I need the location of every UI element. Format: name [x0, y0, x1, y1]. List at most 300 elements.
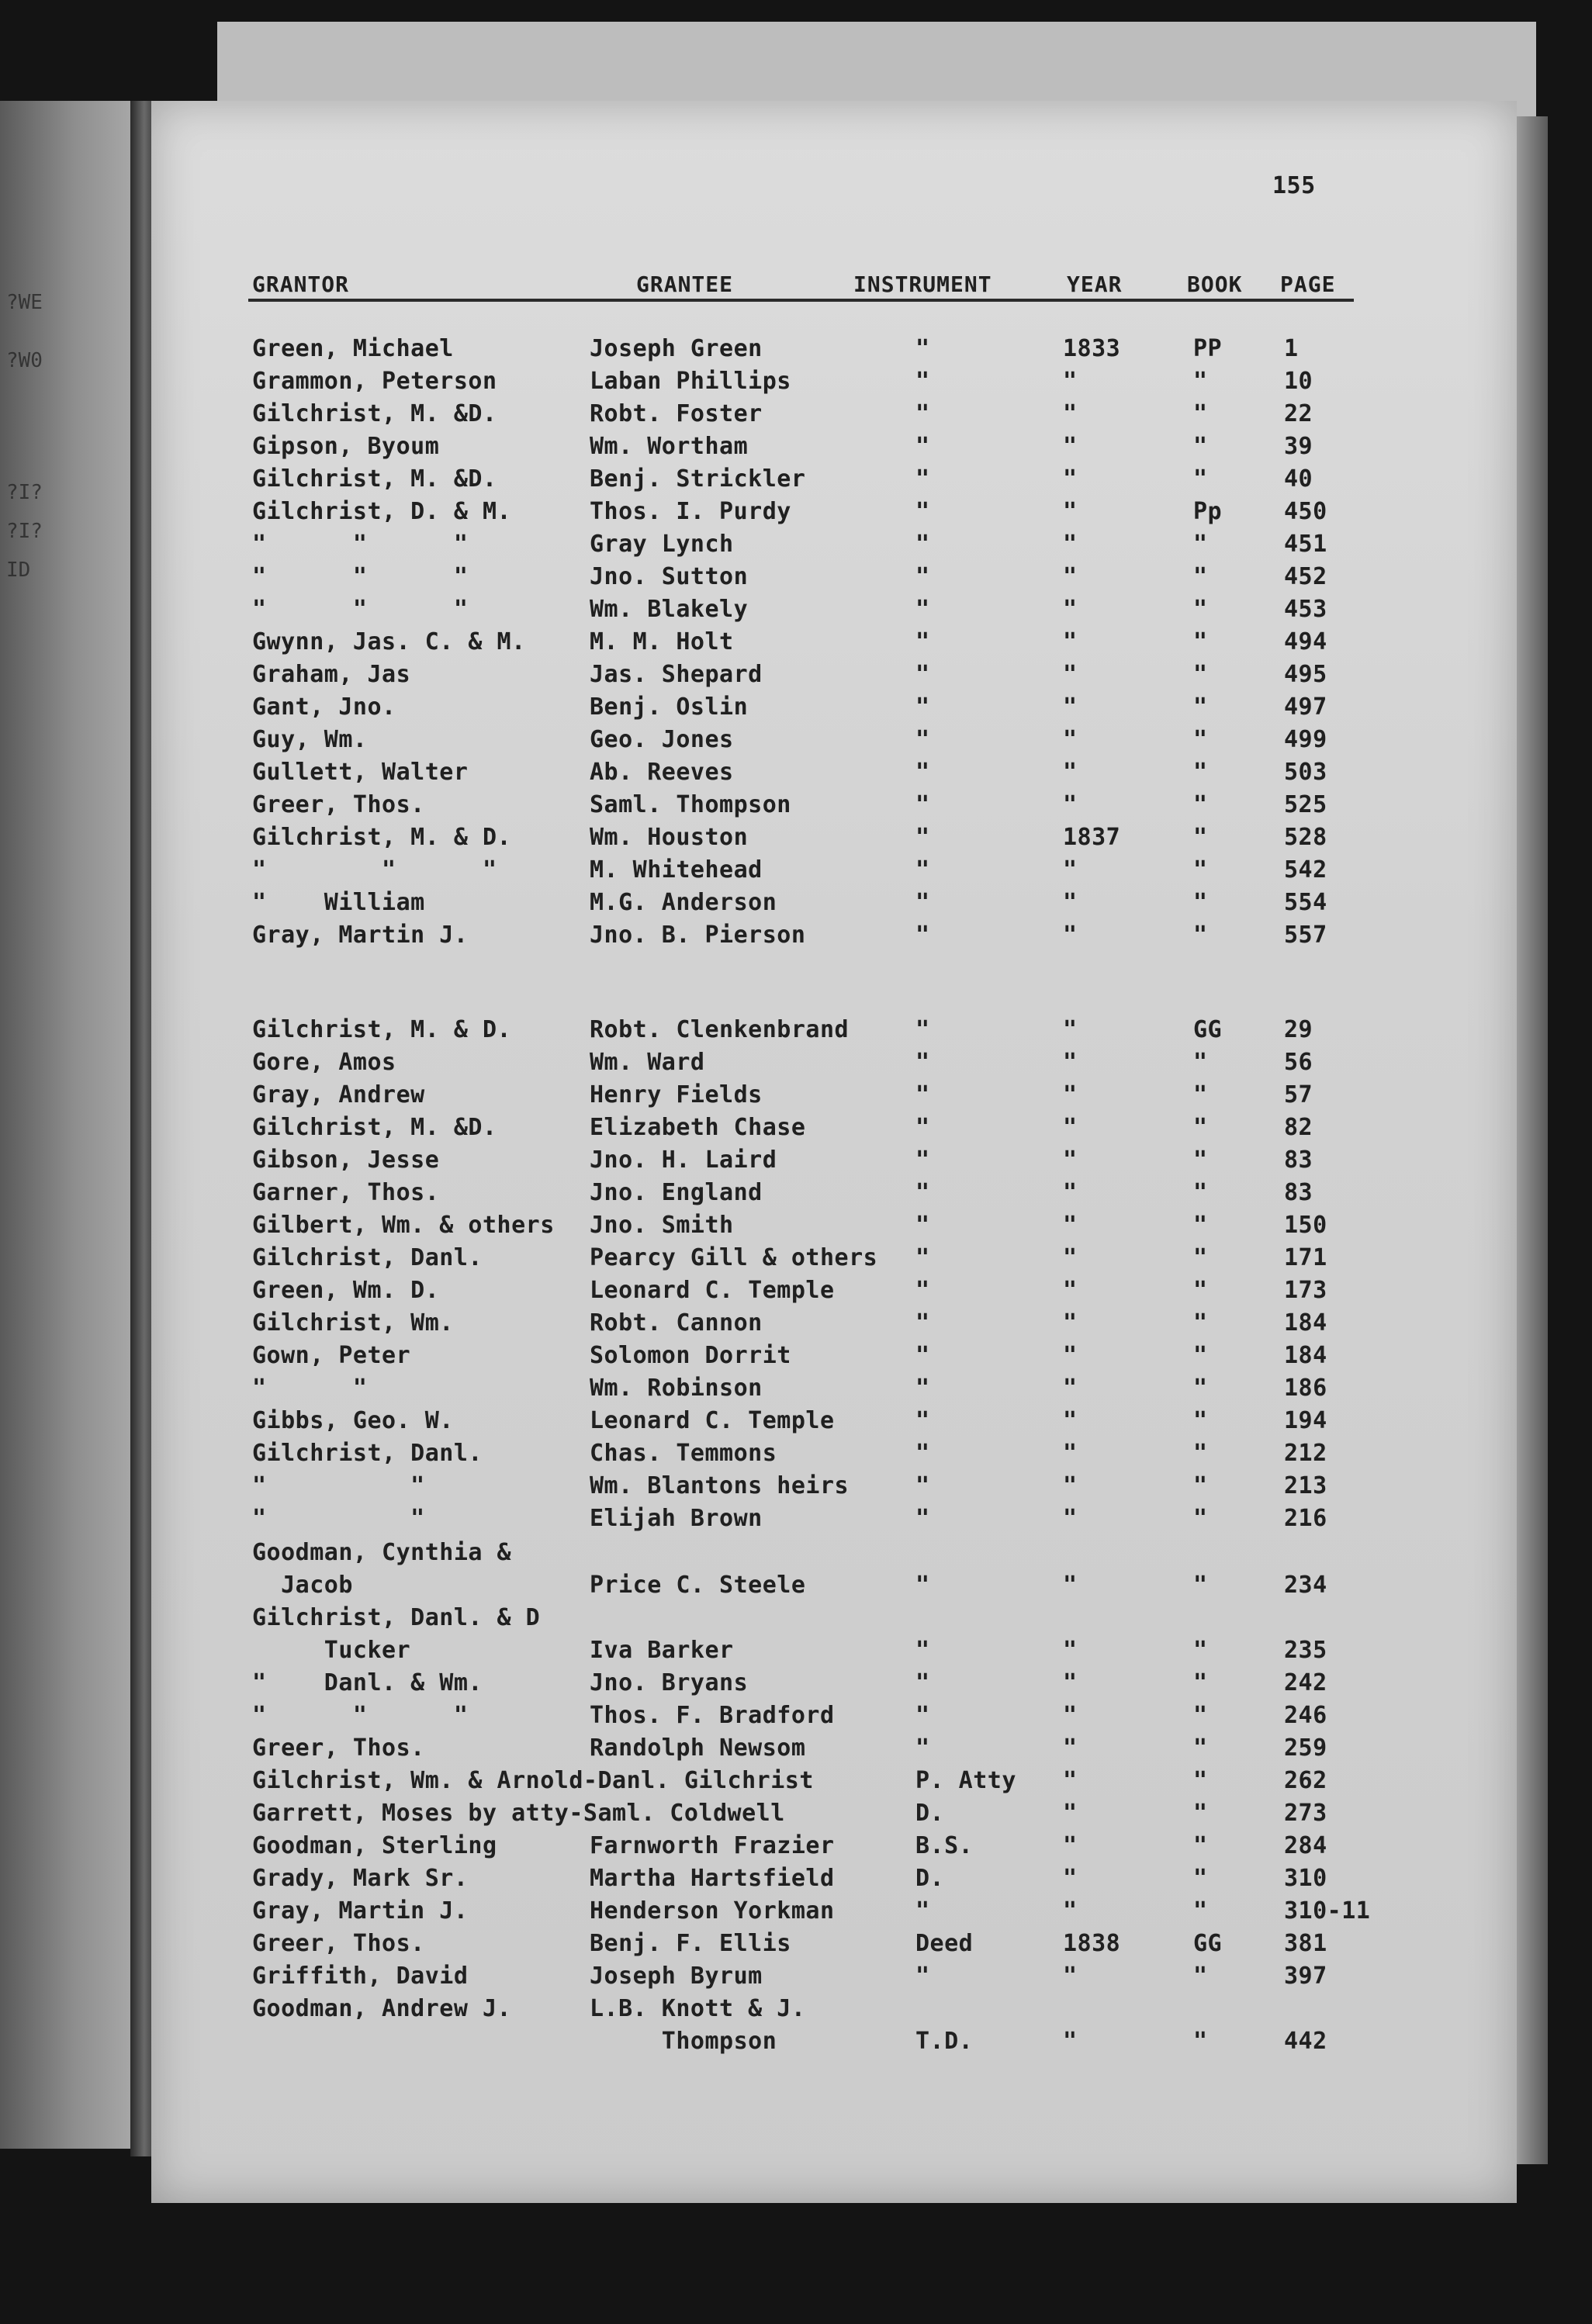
- year-cell: ": [1063, 596, 1078, 623]
- page-cell: 216: [1284, 1505, 1327, 1532]
- grantor-cell: " William: [252, 889, 425, 916]
- page-cell: 557: [1284, 922, 1327, 949]
- book-cell: ": [1193, 1572, 1208, 1599]
- page-cell: 82: [1284, 1114, 1313, 1141]
- grantor-cell: Gray, Martin J.: [252, 1897, 469, 1925]
- grantee-cell: Wm. Robinson: [590, 1375, 763, 1402]
- page-cell: 259: [1284, 1734, 1327, 1762]
- book-cell: ": [1193, 1669, 1208, 1696]
- instrument-cell: ": [915, 1212, 930, 1239]
- page-cell: 212: [1284, 1440, 1327, 1467]
- instrument-cell: P. Atty: [915, 1767, 1016, 1794]
- book-cell: ": [1193, 1800, 1208, 1827]
- page-cell: 246: [1284, 1702, 1327, 1729]
- year-cell: ": [1063, 1342, 1078, 1369]
- grantee-cell: Wm. Blantons heirs: [590, 1472, 850, 1499]
- year-cell: ": [1063, 1407, 1078, 1434]
- grantee-cell: Farnworth Frazier: [590, 1832, 835, 1859]
- instrument-cell: ": [915, 1081, 930, 1108]
- page-cell: 22: [1284, 400, 1313, 427]
- page-cell: 83: [1284, 1179, 1313, 1206]
- year-cell: ": [1063, 433, 1078, 460]
- grantor-cell: Gwynn, Jas. C. & M.: [252, 628, 526, 655]
- instrument-cell: ": [915, 1342, 930, 1369]
- grantor-cell: Gilchrist, M. &D.: [252, 1114, 497, 1141]
- table-row: [0, 563, 1592, 596]
- year-cell: ": [1063, 1212, 1078, 1239]
- instrument-cell: ": [915, 498, 930, 525]
- table-row: [0, 628, 1592, 661]
- book-cell: ": [1193, 1081, 1208, 1108]
- grantee-cell: Thos. F. Bradford: [590, 1702, 835, 1729]
- page-cell: 173: [1284, 1277, 1327, 1304]
- table-row: [0, 824, 1592, 856]
- book-cell: ": [1193, 1146, 1208, 1174]
- table-row: [0, 1146, 1592, 1179]
- table-row: [0, 1669, 1592, 1702]
- year-cell: ": [1063, 1865, 1078, 1892]
- table-row: [0, 465, 1592, 498]
- year-cell: ": [1063, 1832, 1078, 1859]
- grantee-cell: Saml. Thompson: [590, 791, 791, 818]
- book-cell: GG: [1193, 1930, 1223, 1957]
- year-cell: ": [1063, 1637, 1078, 1664]
- instrument-cell: ": [915, 1505, 930, 1532]
- book-cell: ": [1193, 791, 1208, 818]
- page-cell: 186: [1284, 1375, 1327, 1402]
- instrument-cell: ": [915, 433, 930, 460]
- book-cell: ": [1193, 1637, 1208, 1664]
- grantor-cell: Goodman, Andrew J.: [252, 1995, 512, 2022]
- grantor-cell: " " ": [252, 596, 469, 623]
- grantee-cell: Elizabeth Chase: [590, 1114, 806, 1141]
- previous-page-fragment: ID: [6, 559, 31, 582]
- book-cell: ": [1193, 1440, 1208, 1467]
- table-row: [0, 1637, 1592, 1669]
- grantor-cell: Grady, Mark Sr.: [252, 1865, 469, 1892]
- grantor-cell: Griffith, David: [252, 1963, 469, 1990]
- page-cell: 554: [1284, 889, 1327, 916]
- book-cell: ": [1193, 596, 1208, 623]
- page-cell: 497: [1284, 693, 1327, 721]
- grantor-cell: " ": [252, 1472, 425, 1499]
- year-cell: ": [1063, 1277, 1078, 1304]
- table-row: [0, 1407, 1592, 1440]
- previous-page-fragment: ?W0: [6, 349, 43, 372]
- grantor-cell: " " ": [252, 531, 469, 558]
- year-cell: ": [1063, 1897, 1078, 1925]
- page-cell: 542: [1284, 856, 1327, 884]
- grantor-cell: Graham, Jas: [252, 661, 411, 688]
- instrument-cell: ": [915, 1472, 930, 1499]
- table-row: [0, 1244, 1592, 1277]
- table-row: [0, 1963, 1592, 1995]
- instrument-cell: ": [915, 1637, 930, 1664]
- year-cell: ": [1063, 1800, 1078, 1827]
- page-cell: 83: [1284, 1146, 1313, 1174]
- grantor-cell: Green, Wm. D.: [252, 1277, 440, 1304]
- page-cell: 194: [1284, 1407, 1327, 1434]
- grantee-cell: Benj. Oslin: [590, 693, 749, 721]
- book-cell: ": [1193, 1049, 1208, 1076]
- grantee-cell: M.G. Anderson: [590, 889, 777, 916]
- grantee-cell: Wm. Blakely: [590, 596, 749, 623]
- instrument-cell: ": [915, 1440, 930, 1467]
- page-cell: 503: [1284, 759, 1327, 786]
- instrument-cell: ": [915, 1702, 930, 1729]
- year-cell: ": [1063, 889, 1078, 916]
- grantee-cell: Robt. Clenkenbrand: [590, 1016, 850, 1043]
- instrument-cell: ": [915, 1897, 930, 1925]
- table-row: [0, 400, 1592, 433]
- page-cell: 494: [1284, 628, 1327, 655]
- year-cell: ": [1063, 1572, 1078, 1599]
- page-cell: 39: [1284, 433, 1313, 460]
- year-cell: ": [1063, 498, 1078, 525]
- book-cell: ": [1193, 856, 1208, 884]
- page-cell: 234: [1284, 1572, 1327, 1599]
- page-cell: 184: [1284, 1342, 1327, 1369]
- grantor-cell: Gilchrist, Wm.: [252, 1309, 454, 1337]
- instrument-cell: ": [915, 661, 930, 688]
- year-cell: ": [1063, 2028, 1078, 2055]
- grantor-cell: Gilchrist, D. & M.: [252, 498, 512, 525]
- page-cell: 184: [1284, 1309, 1327, 1337]
- table-row: [0, 1930, 1592, 1963]
- book-cell: ": [1193, 531, 1208, 558]
- grantor-cell: " ": [252, 1375, 368, 1402]
- instrument-cell: ": [915, 1734, 930, 1762]
- book-cell: ": [1193, 1212, 1208, 1239]
- year-cell: ": [1063, 1669, 1078, 1696]
- year-cell: ": [1063, 1114, 1078, 1141]
- grantor-cell: Gown, Peter: [252, 1342, 411, 1369]
- year-cell: ": [1063, 726, 1078, 753]
- grantee-cell: Gray Lynch: [590, 531, 734, 558]
- year-cell: ": [1063, 531, 1078, 558]
- grantor-cell: Gilchrist, Wm. & Arnold-Danl. Gilchrist: [252, 1767, 814, 1794]
- grantee-cell: Martha Hartsfield: [590, 1865, 835, 1892]
- instrument-cell: ": [915, 1114, 930, 1141]
- year-cell: ": [1063, 368, 1078, 395]
- instrument-cell: ": [915, 922, 930, 949]
- grantor-cell: Tucker: [252, 1637, 411, 1664]
- grantee-cell: Ab. Reeves: [590, 759, 734, 786]
- grantor-cell: Goodman, Cynthia &: [252, 1539, 512, 1566]
- instrument-cell: ": [915, 1049, 930, 1076]
- page-cell: 56: [1284, 1049, 1313, 1076]
- instrument-cell: Deed: [915, 1930, 974, 1957]
- year-cell: ": [1063, 1375, 1078, 1402]
- book-cell: ": [1193, 563, 1208, 590]
- table-row: [0, 2028, 1592, 2060]
- grantor-cell: Garrett, Moses by atty-Saml. Coldwell: [252, 1800, 785, 1827]
- grantee-cell: Robt. Foster: [590, 400, 763, 427]
- grantee-cell: Price C. Steele: [590, 1572, 806, 1599]
- page-cell: 29: [1284, 1016, 1313, 1043]
- book-cell: PP: [1193, 335, 1223, 362]
- instrument-cell: ": [915, 1375, 930, 1402]
- book-cell: ": [1193, 726, 1208, 753]
- instrument-cell: ": [915, 1244, 930, 1271]
- page-cell: 442: [1284, 2028, 1327, 2055]
- year-cell: ": [1063, 1016, 1078, 1043]
- grantor-cell: Gilchrist, M. &D.: [252, 465, 497, 493]
- instrument-cell: ": [915, 1572, 930, 1599]
- header-grantee: GRANTEE: [636, 271, 734, 297]
- page-cell: 451: [1284, 531, 1327, 558]
- table-row: [0, 1375, 1592, 1407]
- table-row: [0, 1440, 1592, 1472]
- instrument-cell: ": [915, 759, 930, 786]
- grantee-cell: Joseph Green: [590, 335, 763, 362]
- page-cell: 10: [1284, 368, 1313, 395]
- grantor-cell: " " ": [252, 856, 497, 884]
- year-cell: ": [1063, 791, 1078, 818]
- book-cell: ": [1193, 1179, 1208, 1206]
- table-row: [0, 368, 1592, 400]
- table-row: [0, 661, 1592, 693]
- table-row: [0, 1995, 1592, 2028]
- year-cell: ": [1063, 465, 1078, 493]
- book-cell: ": [1193, 693, 1208, 721]
- book-cell: ": [1193, 759, 1208, 786]
- page-cell: 213: [1284, 1472, 1327, 1499]
- book-cell: ": [1193, 922, 1208, 949]
- grantee-cell: Pearcy Gill & others: [590, 1244, 878, 1271]
- grantee-cell: Robt. Cannon: [590, 1309, 763, 1337]
- year-cell: ": [1063, 1767, 1078, 1794]
- header-instrument: INSTRUMENT: [853, 271, 992, 297]
- book-cell: ": [1193, 368, 1208, 395]
- book-cell: ": [1193, 661, 1208, 688]
- instrument-cell: ": [915, 791, 930, 818]
- page-cell: 525: [1284, 791, 1327, 818]
- grantor-cell: Grammon, Peterson: [252, 368, 497, 395]
- year-cell: ": [1063, 922, 1078, 949]
- page-cell: 284: [1284, 1832, 1327, 1859]
- grantor-cell: Gilchrist, Danl. & D: [252, 1604, 541, 1631]
- header-year: YEAR: [1067, 271, 1123, 297]
- grantor-cell: Guy, Wm.: [252, 726, 368, 753]
- instrument-cell: D.: [915, 1800, 945, 1827]
- year-cell: 1833: [1063, 335, 1121, 362]
- instrument-cell: ": [915, 1277, 930, 1304]
- header-rule: [248, 299, 1354, 302]
- grantee-cell: Geo. Jones: [590, 726, 734, 753]
- year-cell: 1838: [1063, 1930, 1121, 1957]
- table-row: [0, 1539, 1592, 1572]
- instrument-cell: B.S.: [915, 1832, 974, 1859]
- table-row: [0, 693, 1592, 726]
- book-cell: ": [1193, 1767, 1208, 1794]
- instrument-cell: ": [915, 1963, 930, 1990]
- instrument-cell: ": [915, 693, 930, 721]
- book-cell: ": [1193, 1963, 1208, 1990]
- year-cell: ": [1063, 1702, 1078, 1729]
- year-cell: ": [1063, 400, 1078, 427]
- year-cell: ": [1063, 1472, 1078, 1499]
- table-row: [0, 1114, 1592, 1146]
- instrument-cell: ": [915, 628, 930, 655]
- instrument-cell: ": [915, 726, 930, 753]
- page-cell: 150: [1284, 1212, 1327, 1239]
- grantor-cell: " " ": [252, 1702, 469, 1729]
- table-row: [0, 1897, 1592, 1930]
- grantee-cell: Thompson: [590, 2028, 777, 2055]
- grantee-cell: Jas. Shepard: [590, 661, 763, 688]
- instrument-cell: T.D.: [915, 2028, 974, 2055]
- grantee-cell: Randolph Newsom: [590, 1734, 806, 1762]
- table-row: [0, 1309, 1592, 1342]
- grantor-cell: Gipson, Byoum: [252, 433, 440, 460]
- grantee-cell: Henderson Yorkman: [590, 1897, 835, 1925]
- instrument-cell: ": [915, 400, 930, 427]
- grantor-cell: Jacob: [252, 1572, 353, 1599]
- column-headers: [0, 271, 1592, 303]
- instrument-cell: ": [915, 1146, 930, 1174]
- previous-page-fragment: ?I?: [6, 520, 43, 543]
- instrument-cell: ": [915, 824, 930, 851]
- table-row: [0, 1342, 1592, 1375]
- year-cell: ": [1063, 563, 1078, 590]
- grantor-cell: Gilchrist, M. & D.: [252, 824, 512, 851]
- table-row: [0, 1505, 1592, 1537]
- year-cell: ": [1063, 1081, 1078, 1108]
- instrument-cell: ": [915, 368, 930, 395]
- table-row: [0, 922, 1592, 954]
- grantor-cell: " Danl. & Wm.: [252, 1669, 483, 1696]
- grantor-cell: " ": [252, 1505, 425, 1532]
- table-row: [0, 1604, 1592, 1637]
- book-cell: ": [1193, 465, 1208, 493]
- table-row: [0, 1277, 1592, 1309]
- instrument-cell: ": [915, 1669, 930, 1696]
- instrument-cell: ": [915, 465, 930, 493]
- grantor-cell: Gilchrist, M. & D.: [252, 1016, 512, 1043]
- book-cell: ": [1193, 433, 1208, 460]
- grantor-cell: Greer, Thos.: [252, 791, 425, 818]
- grantee-cell: Chas. Temmons: [590, 1440, 777, 1467]
- instrument-cell: ": [915, 1016, 930, 1043]
- grantor-cell: Greer, Thos.: [252, 1734, 425, 1762]
- book-cell: ": [1193, 1342, 1208, 1369]
- book-cell: ": [1193, 1114, 1208, 1141]
- grantor-cell: Gilbert, Wm. & others: [252, 1212, 555, 1239]
- book-cell: Pp: [1193, 498, 1223, 525]
- table-row: [0, 335, 1592, 368]
- grantee-cell: Jno. Bryans: [590, 1669, 749, 1696]
- table-row: [0, 596, 1592, 628]
- book-cell: ": [1193, 1505, 1208, 1532]
- grantee-cell: Benj. Strickler: [590, 465, 806, 493]
- book-cell: ": [1193, 628, 1208, 655]
- table-row: [0, 889, 1592, 922]
- year-cell: ": [1063, 1146, 1078, 1174]
- instrument-cell: ": [915, 856, 930, 884]
- page-cell: 499: [1284, 726, 1327, 753]
- grantor-cell: " " ": [252, 563, 469, 590]
- page-cell: 381: [1284, 1930, 1327, 1957]
- instrument-cell: D.: [915, 1865, 945, 1892]
- grantor-cell: Gray, Andrew: [252, 1081, 425, 1108]
- page-cell: 273: [1284, 1800, 1327, 1827]
- year-cell: ": [1063, 1963, 1078, 1990]
- grantee-cell: Jno. England: [590, 1179, 763, 1206]
- grantor-cell: Gilchrist, M. &D.: [252, 400, 497, 427]
- instrument-cell: ": [915, 335, 930, 362]
- table-row: [0, 1800, 1592, 1832]
- instrument-cell: ": [915, 531, 930, 558]
- grantee-cell: L.B. Knott & J.: [590, 1995, 806, 2022]
- table-row: [0, 1212, 1592, 1244]
- book-cell: ": [1193, 2028, 1208, 2055]
- book-cell: ": [1193, 1734, 1208, 1762]
- book-cell: ": [1193, 889, 1208, 916]
- grantee-cell: Elijah Brown: [590, 1505, 763, 1532]
- grantor-cell: Gray, Martin J.: [252, 922, 469, 949]
- page-cell: 450: [1284, 498, 1327, 525]
- table-row: [0, 856, 1592, 889]
- grantee-cell: M. Whitehead: [590, 856, 763, 884]
- grantee-cell: Henry Fields: [590, 1081, 763, 1108]
- table-row: [0, 531, 1592, 563]
- grantee-cell: Jno. Smith: [590, 1212, 734, 1239]
- page-cell: 453: [1284, 596, 1327, 623]
- table-row: [0, 1081, 1592, 1114]
- instrument-cell: ": [915, 1179, 930, 1206]
- table-row: [0, 1049, 1592, 1081]
- grantor-cell: Gilchrist, Danl.: [252, 1440, 483, 1467]
- table-row: [0, 498, 1592, 531]
- year-cell: ": [1063, 759, 1078, 786]
- page-number: 155: [1272, 172, 1316, 199]
- year-cell: ": [1063, 1505, 1078, 1532]
- book-cell: ": [1193, 1897, 1208, 1925]
- grantee-cell: Solomon Dorrit: [590, 1342, 791, 1369]
- header-grantor: GRANTOR: [252, 271, 350, 297]
- page-cell: 310: [1284, 1865, 1327, 1892]
- grantee-cell: Wm. Wortham: [590, 433, 749, 460]
- instrument-cell: ": [915, 596, 930, 623]
- grantee-cell: Laban Phillips: [590, 368, 791, 395]
- book-cell: ": [1193, 1865, 1208, 1892]
- year-cell: 1837: [1063, 824, 1121, 851]
- grantee-cell: Jno. Sutton: [590, 563, 749, 590]
- book-cell: GG: [1193, 1016, 1223, 1043]
- book-cell: ": [1193, 824, 1208, 851]
- year-cell: ": [1063, 1049, 1078, 1076]
- grantor-cell: Goodman, Sterling: [252, 1832, 497, 1859]
- grantor-cell: Gullett, Walter: [252, 759, 469, 786]
- table-row: [0, 1016, 1592, 1049]
- grantee-cell: M. M. Holt: [590, 628, 734, 655]
- instrument-cell: ": [915, 1407, 930, 1434]
- grantee-cell: Leonard C. Temple: [590, 1277, 835, 1304]
- header-book: BOOK: [1187, 271, 1243, 297]
- year-cell: ": [1063, 661, 1078, 688]
- table-row: [0, 1865, 1592, 1897]
- page-cell: 171: [1284, 1244, 1327, 1271]
- table-row: [0, 726, 1592, 759]
- book-cell: ": [1193, 1472, 1208, 1499]
- table-row: [0, 1179, 1592, 1212]
- grantor-cell: Greer, Thos.: [252, 1930, 425, 1957]
- grantee-cell: Wm. Houston: [590, 824, 749, 851]
- grantee-cell: Jno. H. Laird: [590, 1146, 777, 1174]
- page-cell: 495: [1284, 661, 1327, 688]
- page-cell: 397: [1284, 1963, 1327, 1990]
